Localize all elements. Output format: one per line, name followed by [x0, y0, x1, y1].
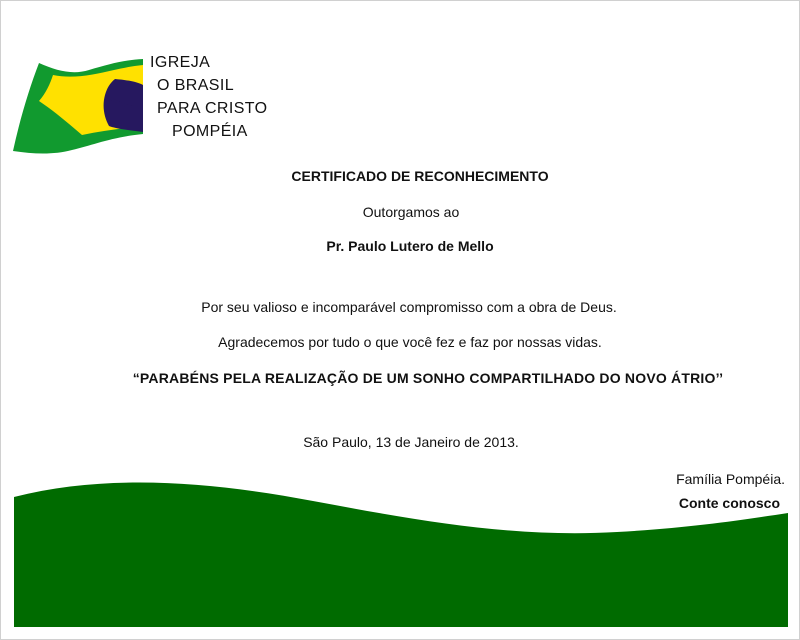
certificate-title: CERTIFICADO DE RECONHECIMENTO	[291, 168, 549, 184]
recipient-name: Pr. Paulo Lutero de Mello	[326, 238, 494, 254]
grant-text: Outorgamos ao	[362, 204, 460, 220]
certificate-date: São Paulo, 13 de Janeiro de 2013.	[303, 434, 519, 450]
logo-line-3: PARA CRISTO	[157, 100, 268, 117]
logo-line-4: POMPÉIA	[172, 123, 248, 140]
congratulations-motto: “PARABÉNS PELA REALIZAÇÃO DE UM SONHO COMPARTILHADO DO NOVO ÁTRIO’’	[132, 370, 724, 386]
logo-line-1: IGREJA	[150, 54, 211, 71]
green-wave-decoration	[14, 475, 788, 627]
family-signature: Família Pompéia.	[676, 471, 785, 487]
brazil-flag-icon	[11, 51, 151, 161]
contact-signature: Conte conosco	[678, 495, 780, 511]
logo-line-2: O BRASIL	[157, 77, 235, 94]
recognition-line: Por seu valioso e incomparável compromisso com a obra de Deus.	[201, 299, 617, 315]
thanks-line: Agradecemos por tudo o que você fez e faz por nossas vidas.	[218, 334, 602, 350]
